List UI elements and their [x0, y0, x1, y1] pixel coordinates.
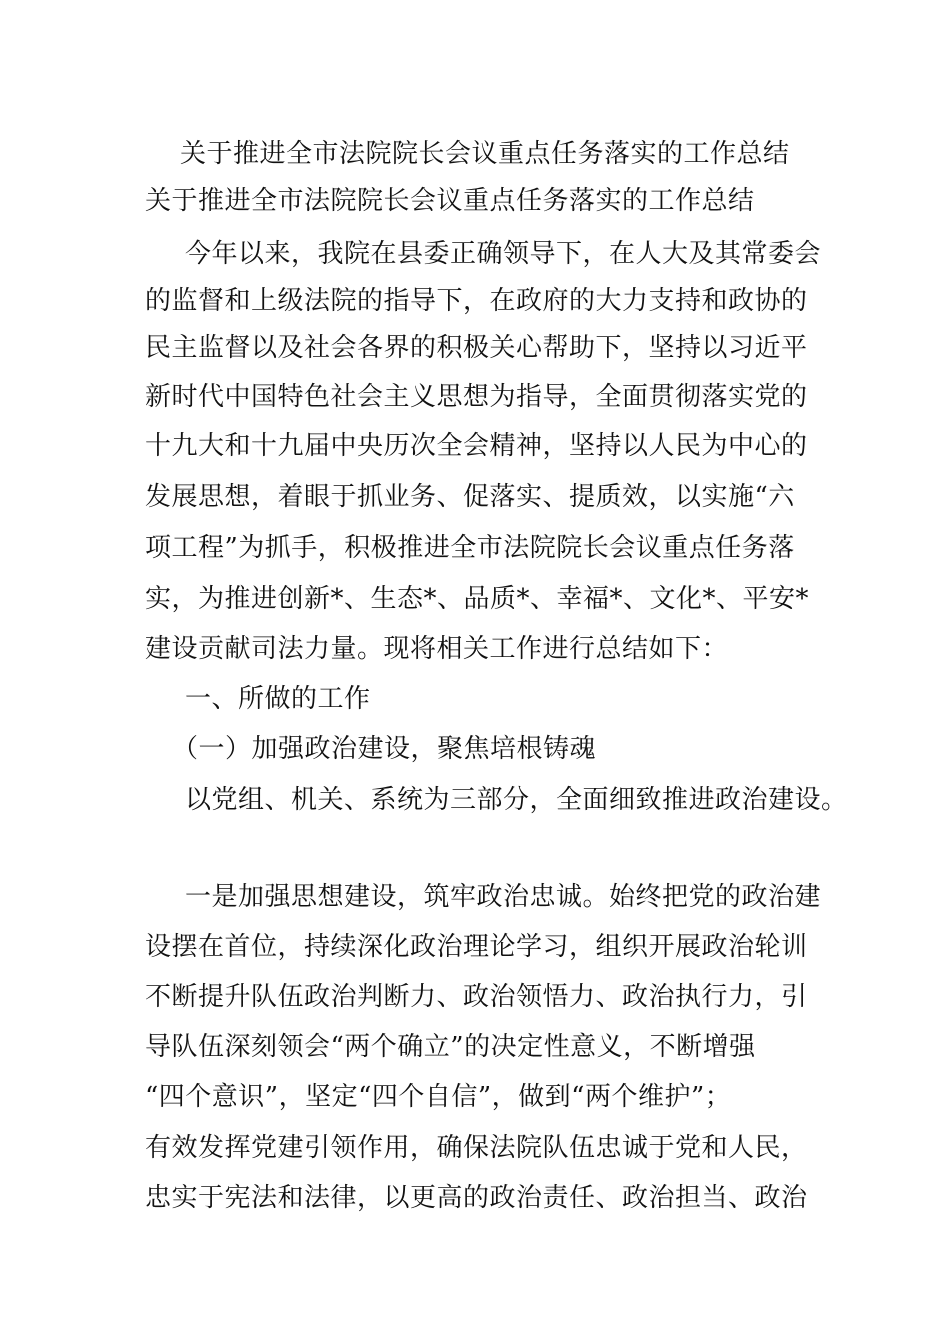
paragraph-line: 实，为推进创新*、生态*、品质*、幸福*、文化*、平安*	[145, 584, 810, 614]
subsection-heading: （一）加强政治建设，聚焦培根铸魂	[172, 734, 597, 764]
paragraph-line: 项工程”为抓手，积极推进全市法院院长会议重点任务落	[145, 533, 795, 563]
paragraph-line: 今年以来，我院在县委正确领导下，在人大及其常委会	[185, 239, 822, 269]
paragraph-line: 的监督和上级法院的指导下，在政府的大力支持和政协的	[145, 286, 808, 316]
paragraph-line: 民主监督以及社会各界的积极关心帮助下，坚持以习近平	[145, 333, 808, 363]
paragraph-line: 设摆在首位，持续深化政治理论学习，组织开展政治轮训	[145, 932, 808, 962]
document-title-repeat: 关于推进全市法院院长会议重点任务落实的工作总结	[145, 186, 755, 216]
paragraph-line: 建设贡献司法力量。现将相关工作进行总结如下：	[145, 634, 729, 664]
paragraph-line: 发展思想，着眼于抓业务、促落实、提质效，以实施“六	[145, 482, 795, 512]
paragraph-line: 忠实于宪法和法律，以更高的政治责任、政治担当、政治	[145, 1183, 808, 1213]
paragraph-line: “四个意识”，坚定“四个自信”，做到“两个维护”；	[145, 1082, 732, 1112]
paragraph-line: 导队伍深刻领会“两个确立”的决定性意义，不断增强	[145, 1032, 756, 1062]
section-heading: 一、所做的工作	[185, 684, 371, 714]
paragraph-line: 十九大和十九届中央历次全会精神，坚持以人民为中心的	[145, 431, 808, 461]
subsection-intro: 以党组、机关、系统为三部分，全面细致推进政治建设。	[185, 785, 848, 815]
paragraph-line: 有效发挥党建引领作用，确保法院队伍忠诚于党和人民，	[145, 1133, 808, 1163]
paragraph-line: 不断提升队伍政治判断力、政治领悟力、政治执行力，引	[145, 982, 808, 1012]
document-title: 关于推进全市法院院长会议重点任务落实的工作总结	[180, 139, 790, 169]
paragraph-line: 一是加强思想建设，筑牢政治忠诚。始终把党的政治建	[185, 882, 822, 912]
paragraph-line: 新时代中国特色社会主义思想为指导，全面贯彻落实党的	[145, 382, 808, 412]
